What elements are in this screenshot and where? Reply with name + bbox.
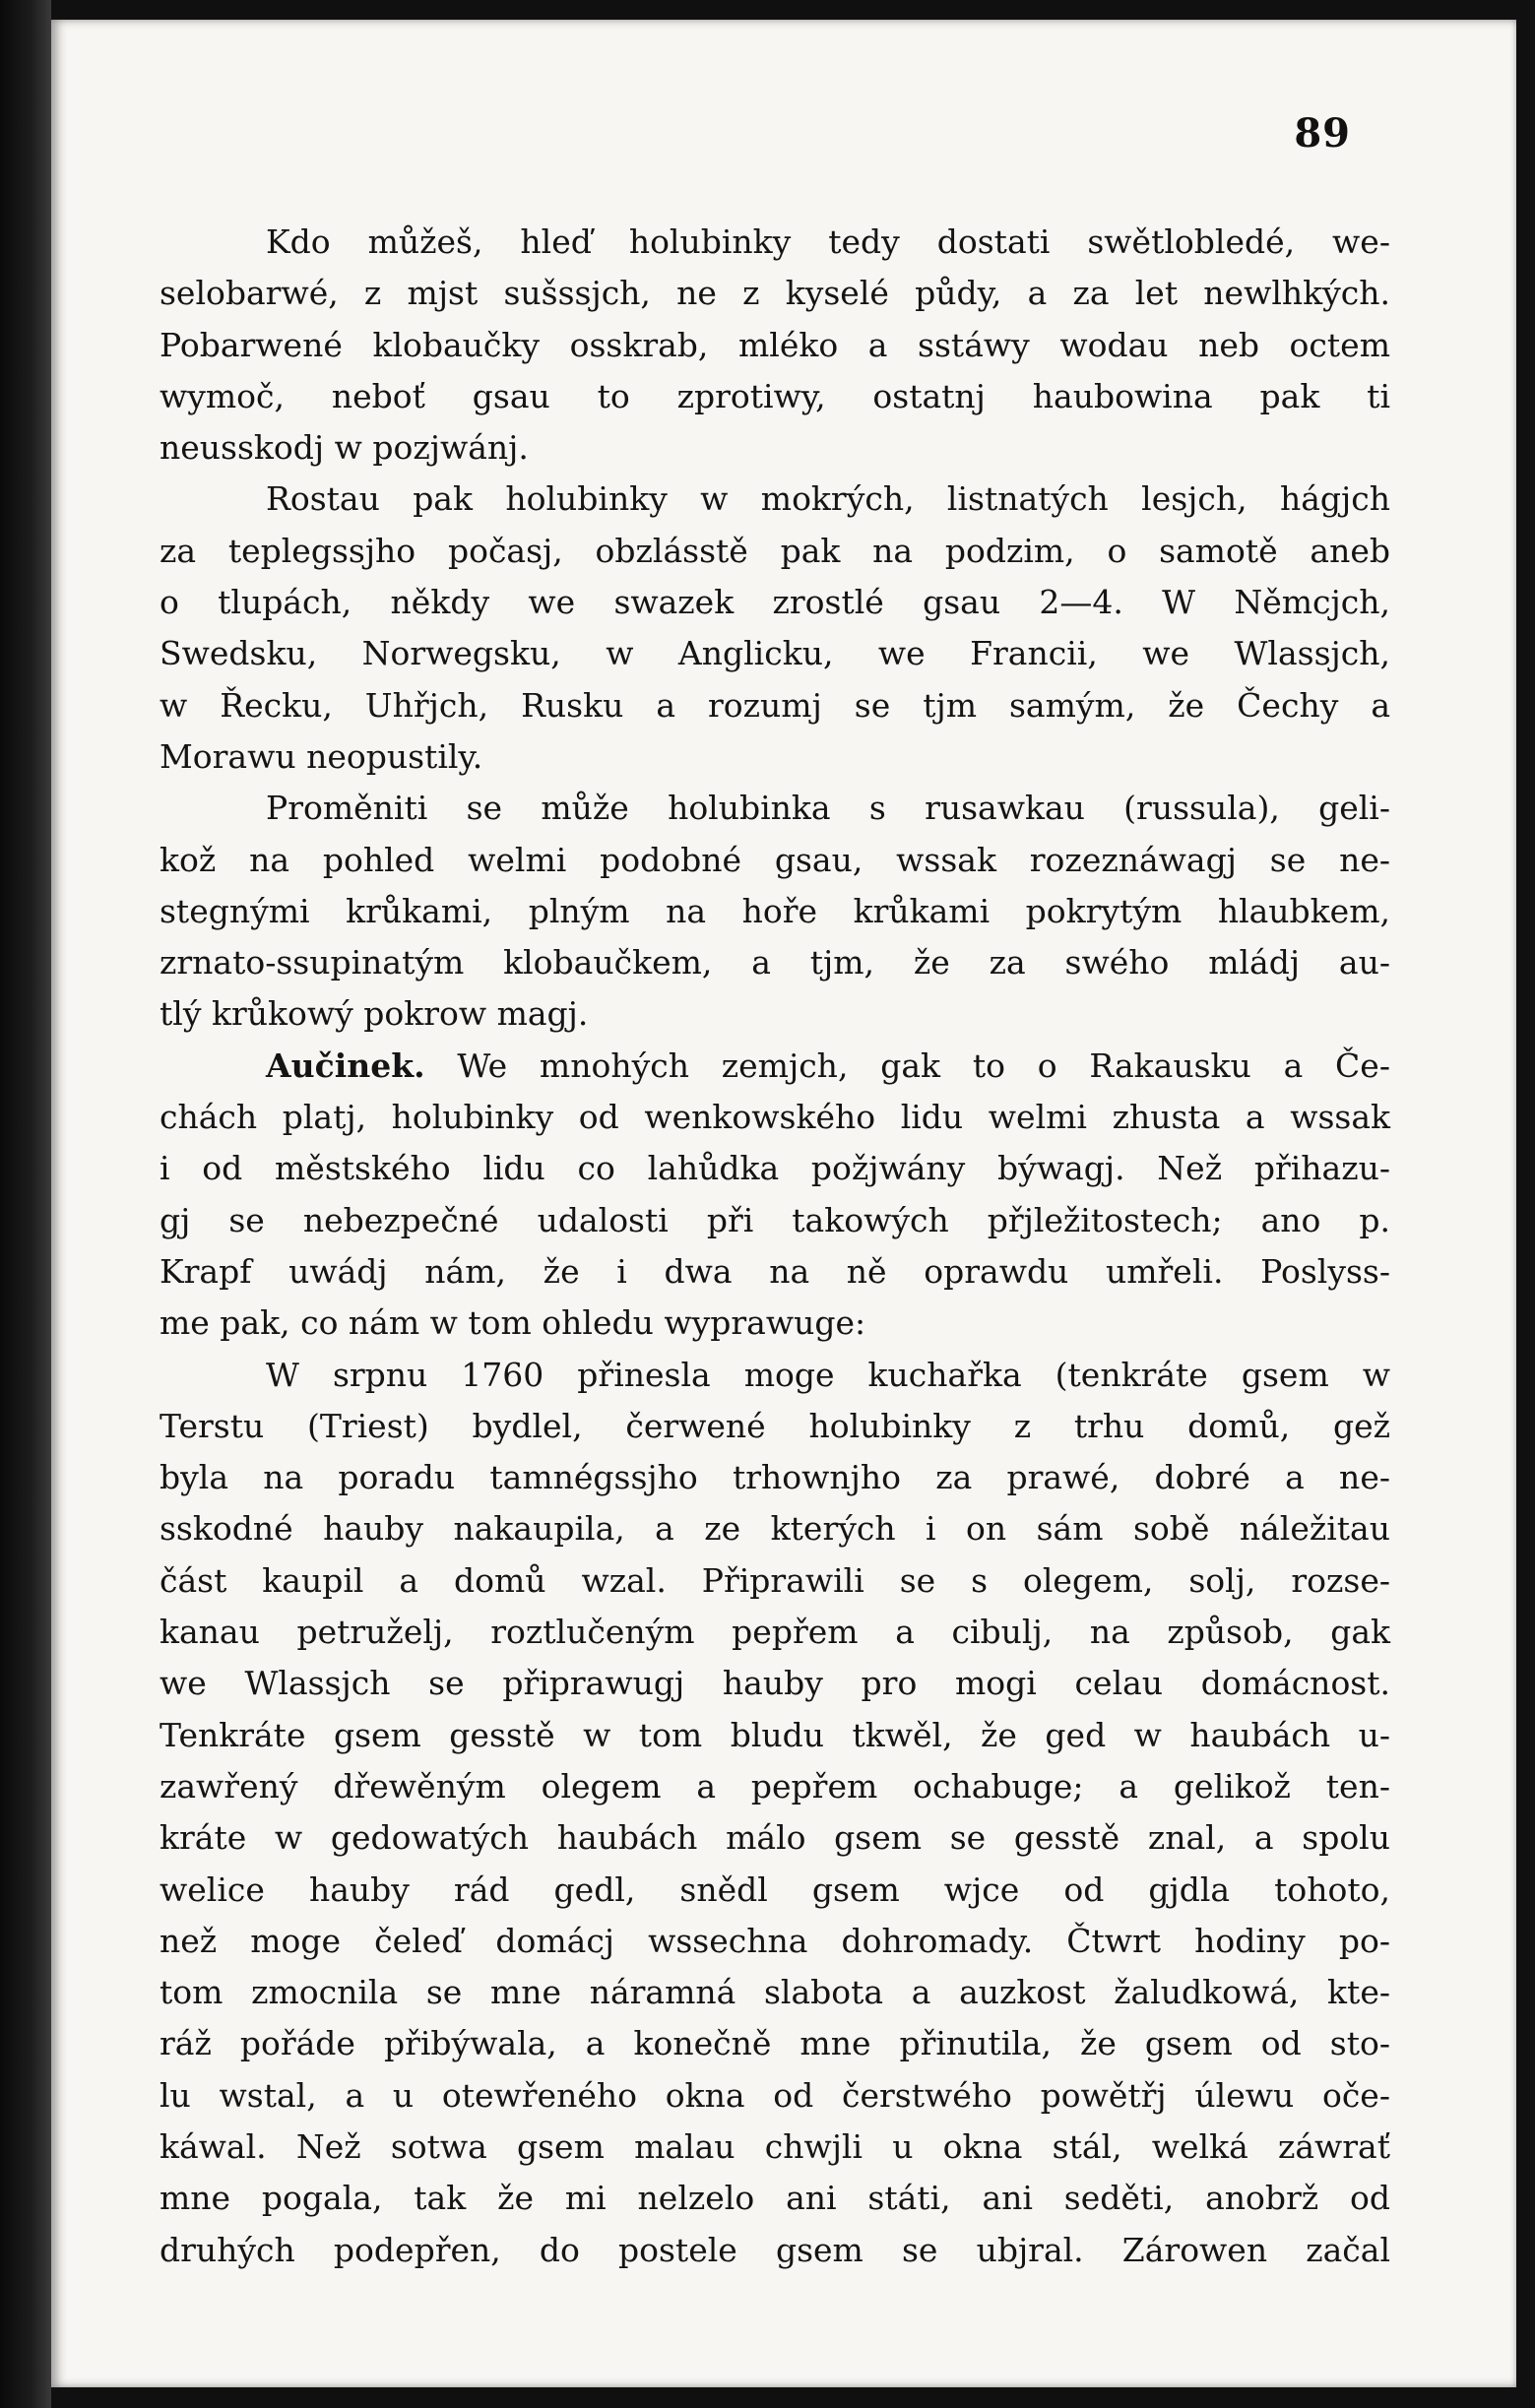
text-line: káwal. Než sotwa gsem malau chwjli u okna stál, welká záwrať — [160, 2126, 1390, 2166]
text-line: zawřený dřewěným olegem a pepřem ochabuge; a gelikož ten- — [160, 1766, 1390, 1806]
text-line: selobarwé, z mjst sušssjch, ne z kyselé půdy, a za let newlhkých. — [160, 274, 1390, 313]
text-line: část kaupil a domů wzal. Připrawili se s olegem, solj, rozse- — [160, 1560, 1390, 1600]
text-line: Krapf uwádj nám, že i dwa na ně oprawdu umřeli. Poslyss- — [160, 1251, 1390, 1291]
book-spine-shadow — [0, 0, 51, 2408]
paragraph — [160, 474, 1390, 783]
text-line: we Wlassjch se připrawugj hauby pro mogi celau domácnost. — [160, 1664, 1390, 1703]
text-line — [160, 1041, 1390, 1092]
paragraph — [160, 783, 1390, 1040]
text-line: Tenkráte gsem gesstě w tom bludu tkwěl, že ged w haubách u- — [160, 1715, 1390, 1754]
text-line: wymoč, neboť gsau to zprotiwy, ostatnj haubowina pak ti — [160, 376, 1390, 415]
text-line: neusskodj w pozjwánj. — [160, 428, 529, 468]
text-line: lu wstal, a u otewřeného okna od čerstwého powětřj úlewu oče- — [160, 2075, 1390, 2115]
text-line: chách platj, holubinky od wenkowského lidu welmi zhusta a wssak — [160, 1098, 1390, 1137]
text-line: Rostau pak holubinky w mokrých, listnatých lesjch, hágjch — [266, 479, 1390, 519]
section-lead: Aučinek. — [266, 1046, 425, 1085]
book-page — [51, 20, 1516, 2387]
text-line: welice hauby rád gedl, snědl gsem wjce od gjdla tohoto, — [160, 1869, 1390, 1909]
text-line: me pak, co nám w tom ohledu wyprawuge: — [160, 1303, 866, 1343]
text-line-rest: We mnohých zemjch, gak to o Rakausku a Če- — [424, 1046, 1390, 1085]
text-line: ráž pořáde přibýwala, a konečně mne přinutila, že gsem od sto- — [160, 2024, 1390, 2063]
text-line: Terstu (Triest) bydlel, čerwené holubinky z trhu domů, gež — [160, 1406, 1390, 1445]
page-number: 89 — [1294, 110, 1351, 157]
text-line: tlý krůkowý pokrow magj. — [160, 994, 589, 1034]
text-line: mne pogala, tak že mi nelzelo ani státi, ani seděti, anobrž od — [160, 2179, 1390, 2218]
text-line: Pobarwené klobaučky osskrab, mléko a sstáwy wodau neb octem — [160, 325, 1390, 364]
text-line: i od městského lidu co lahůdka požjwány býwagj. Než přihazu- — [160, 1149, 1390, 1188]
text-line: než moge čeleď domácj wssechna dohromady. Čtwrt hodiny po- — [160, 1921, 1390, 1960]
text-line: stegnými krůkami, plným na hoře krůkami pokrytým hlaubkem, — [160, 891, 1390, 930]
paragraph — [160, 217, 1390, 474]
text-line: o tlupách, někdy we swazek zrostlé gsau 2—4. W Němcjch, — [160, 583, 1390, 622]
text-line: kož na pohled welmi podobné gsau, wssak rozeznáwagj se ne- — [160, 840, 1390, 879]
text-line: druhých podepřen, do postele gsem se ubjral. Zárowen začal — [160, 2230, 1390, 2269]
text-line: kanau petruželj, roztlučeným pepřem a cibulj, na způsob, gak — [160, 1613, 1390, 1652]
paragraph — [160, 1350, 1390, 2276]
text-line: Proměniti se může holubinka s rusawkau (russula), geli- — [266, 789, 1390, 828]
text-line: Kdo můžeš, hleď holubinky tedy dostati swětlobledé, we- — [266, 222, 1390, 261]
paragraph — [160, 1041, 1390, 1350]
text-line: w Řecku, Uhřjch, Rusku a rozumj se tjm samým, že Čechy a — [160, 685, 1390, 725]
text-line: za teplegssjho počasj, obzlásstě pak na podzim, o samotě aneb — [160, 531, 1390, 570]
text-line: W srpnu 1760 přinesla moge kuchařka (tenkráte gsem w — [266, 1355, 1390, 1394]
text-line: byla na poradu tamnégssjho trhownjho za prawé, dobré a ne- — [160, 1458, 1390, 1497]
text-line: zrnato-ssupinatým klobaučkem, a tjm, že za swého mládj au- — [160, 943, 1390, 982]
text-line: tom zmocnila se mne náramná slabota a auzkost žaludkowá, kte- — [160, 1973, 1390, 2012]
text-line: kráte w gedowatých haubách málo gsem se gesstě znal, a spolu — [160, 1818, 1390, 1858]
body-text — [160, 217, 1390, 2276]
text-line: gj se nebezpečné udalosti při takowých přjležitostech; ano p. — [160, 1200, 1390, 1239]
text-line: Swedsku, Norwegsku, w Anglicku, we Francii, we Wlassjch, — [160, 634, 1390, 673]
text-line: Morawu neopustily. — [160, 736, 483, 776]
text-line: sskodné hauby nakaupila, a ze kterých i on sám sobě náležitau — [160, 1509, 1390, 1549]
